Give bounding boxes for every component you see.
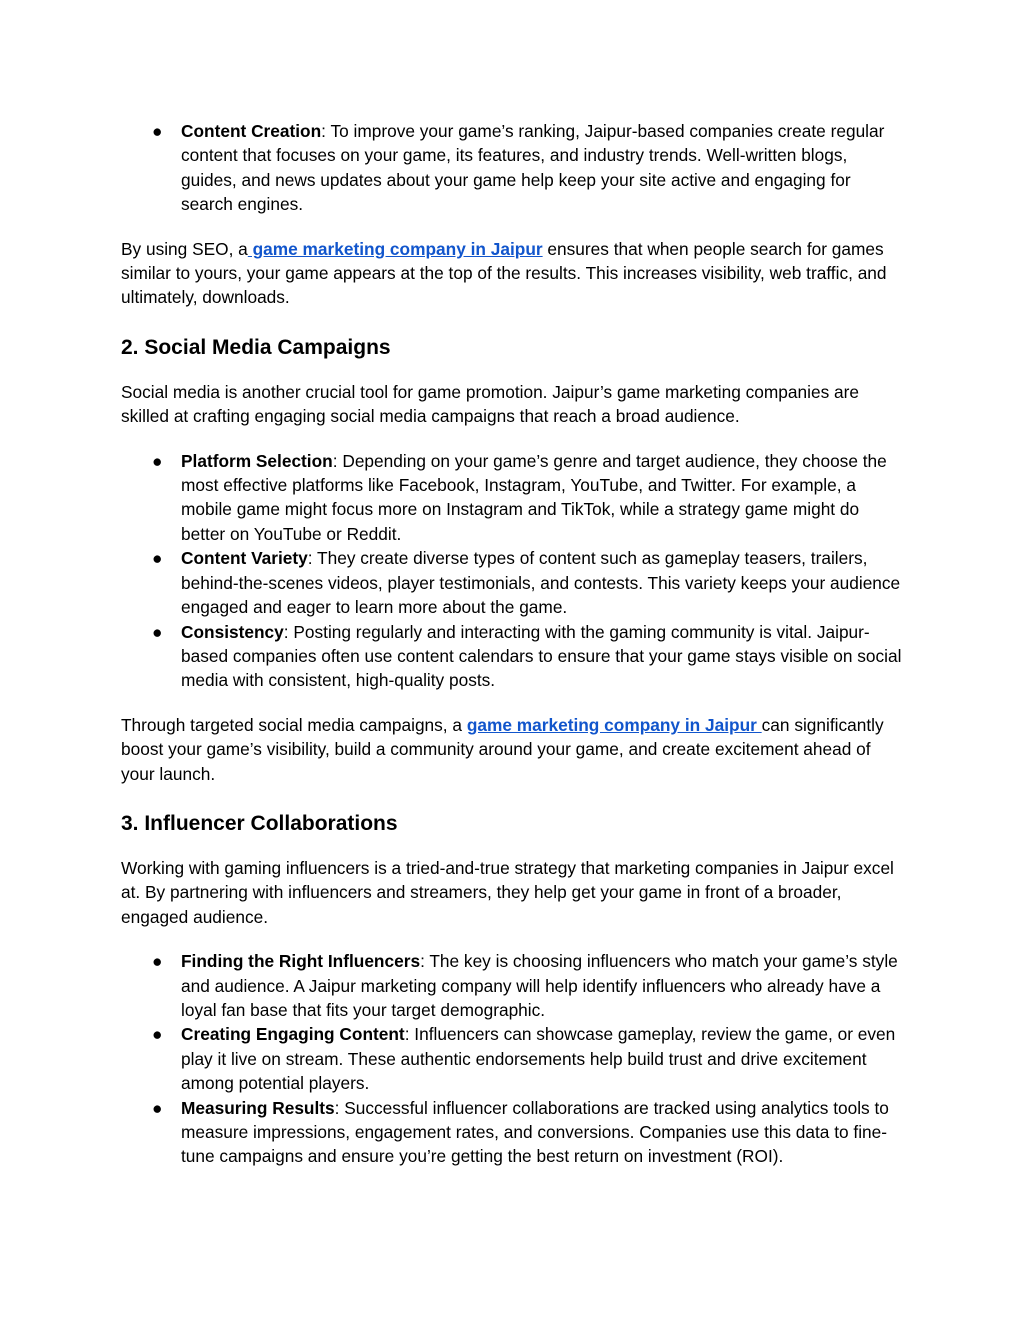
bullet-term: Creating Engaging Content	[181, 1024, 405, 1045]
list-item	[121, 119, 906, 217]
list-item	[121, 620, 906, 693]
paragraph-text: Through targeted social media campaigns, a	[121, 714, 467, 735]
bullet-icon: ●	[152, 548, 163, 569]
bullet-text: : The key is choosing influencers who match your game’s style and audience. A Jaipur marketing company will help identify influencers who already have a loyal fan base that fits your target demographic.	[181, 951, 898, 1020]
bullet-text: : To improve your game’s ranking, Jaipur-based companies create regular content that focuses on your game, its features, and industry trends. Well-written blogs, guides, and news updates about your game help keep your site active and engaging for search engines.	[181, 121, 885, 215]
bullet-icon: ●	[152, 1097, 163, 1118]
document-page	[121, 119, 906, 1169]
bullet-term: Finding the Right Influencers	[181, 951, 421, 972]
influencer-list	[121, 949, 906, 1169]
section-heading-social-media: 2. Social Media Campaigns	[121, 335, 391, 359]
bullet-term: Platform Selection	[181, 450, 333, 471]
paragraph-text: can significantly boost your game’s visibility, build a community around your game, and create excitement ahead of your launch.	[121, 714, 884, 784]
bullet-text: : They create diverse types of content such as gameplay teasers, trailers, behind-the-scenes videos, player testimonials, and contests. This variety keeps your audience engaged and eager to learn more about the game.	[181, 548, 901, 618]
bullet-icon: ●	[152, 121, 163, 141]
seo-closing-paragraph	[121, 237, 906, 310]
bullet-icon: ●	[152, 951, 163, 972]
bullet-term: Consistency	[181, 621, 284, 642]
list-item	[121, 949, 906, 1022]
social-media-list	[121, 449, 906, 693]
bullet-term: Content Variety	[181, 548, 308, 569]
list-item	[121, 546, 906, 619]
paragraph-text: ensures that when people search for games similar to yours, your game appears at the top of the results. This increases visibility, web traffic, and ultimately, downloads.	[121, 238, 887, 308]
bullet-text: : Influencers can showcase gameplay, review the game, or even play it live on stream. These authentic endorsements help build trust and drive excitement among potential players.	[181, 1024, 896, 1094]
bullet-icon: ●	[152, 621, 163, 642]
list-item	[121, 1096, 906, 1169]
paragraph-text: By using SEO, a	[121, 238, 248, 259]
bullet-text: : Posting regularly and interacting with the gaming community is vital. Jaipur-based companies often use content calendars to ensure that your game stays visible on social media with consistent, high-quality posts.	[181, 621, 902, 691]
list-item	[121, 449, 906, 547]
bullet-term: Content Creation	[181, 121, 322, 141]
bullet-term: Measuring Results	[181, 1097, 335, 1118]
game-marketing-link[interactable]: game marketing company in Jaipur	[247, 238, 543, 259]
section-heading-influencer: 3. Influencer Collaborations	[121, 811, 398, 835]
list-item	[121, 1022, 906, 1095]
social-media-intro: Social media is another crucial tool for game promotion. Jaipur’s game marketing companies are skilled at crafting engaging social media campaigns that reach a broad audience.	[121, 381, 860, 427]
bullet-text: : Successful influencer collaborations are tracked using analytics tools to measure impressions, engagement rates, and conversions. Companies use this data to fine-tune campaigns and ensure you’re getting the best return on investment (ROI).	[181, 1097, 889, 1167]
bullet-icon: ●	[152, 1024, 163, 1045]
social-media-closing-paragraph	[121, 713, 906, 786]
game-marketing-link[interactable]: game marketing company in Jaipur	[466, 714, 762, 735]
bullet-text: : Depending on your game’s genre and target audience, they choose the most effective platforms like Facebook, Instagram, YouTube, and Twitter. For example, a mobile game might focus more on Instagram and TikTok, while a strategy game might do better on YouTube or Reddit.	[181, 450, 887, 544]
influencer-intro: Working with gaming influencers is a tried-and-true strategy that marketing companies in Jaipur excel at. By partnering with influencers and streamers, they help get your game in front of a broader, engaged audience.	[121, 857, 894, 927]
content-creation-list	[121, 119, 906, 217]
bullet-icon: ●	[152, 450, 163, 471]
